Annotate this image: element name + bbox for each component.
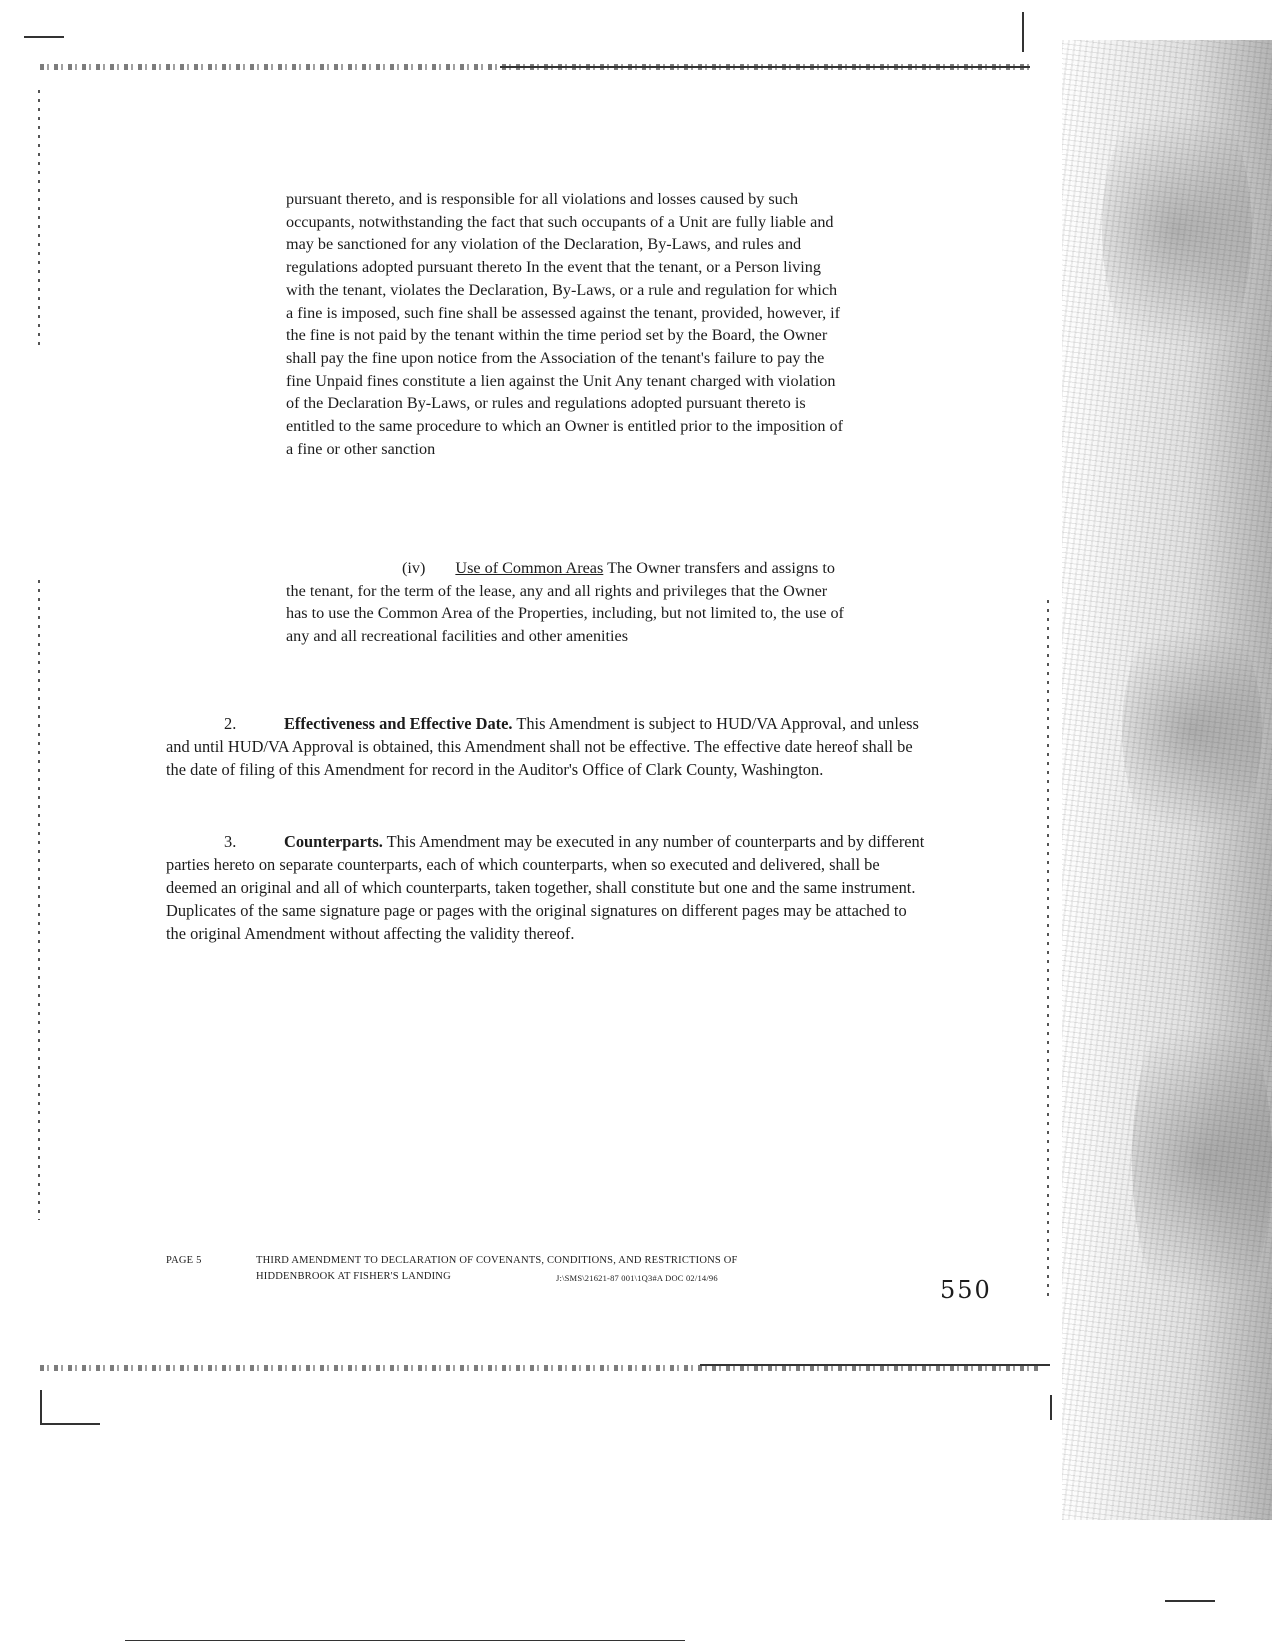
scan-left-ticks [38, 580, 40, 1220]
paragraph-heading: Counterparts. [284, 832, 383, 851]
footer-title-line2: HIDDENBROOK AT FISHER'S LANDING [256, 1271, 451, 1282]
continuation-text: pursuant thereto, and is responsible for all violations and losses caused by such occupants, notwithstanding the fact that such occupants of a Unit are fully liable and may be sanctioned for any violation of the Declaration, By-Laws, and rules and regulations adopted pursuant thereto In the event that the tenant, or a Person living with the tenant, violates the Declaration, By-Laws, or a rule and regulation for which a fine is imposed, such fine shall be assessed against the tenant, provided, however, if the fine is not paid by the tenant within the time period set by the Board, the Owner shall pay the fine upon notice from the Association of the tenant's failure to pay the fine Unpaid fines constitute a lien against the Unit Any tenant charged with violation of the Declaration By-Laws, or rules and regulations adopted pursuant thereto is entitled to the same procedure to which an Owner is entitled prior to the imposition of a fine or other sanction [286, 190, 843, 458]
paragraph-effectiveness [166, 712, 926, 781]
subsection-text: The Owner transfers and assigns to the tenant, for the term of the lease, any and all rights and privileges that the Owner has to use the Common Area of the Properties, including, but not limited to, the use of any and all recreational facilities and other amenities [286, 559, 844, 646]
scan-left-ticks [38, 90, 40, 350]
paragraph-number: 2. [224, 714, 237, 733]
paragraph-counterparts [166, 830, 926, 945]
subsection-number: (iv) [402, 559, 426, 577]
subsection-iv [286, 557, 846, 648]
subsection-title: Use of Common Areas [455, 559, 604, 577]
scan-corner-mark [1050, 1395, 1052, 1420]
page-number-label: PAGE 5 [166, 1255, 202, 1266]
scan-top-rule [500, 66, 1030, 68]
scan-corner-mark [1165, 1600, 1215, 1602]
paragraph-heading: Effectiveness and Effective Date. [284, 714, 513, 733]
footer-title-line1: THIRD AMENDMENT TO DECLARATION OF COVENANTS, CONDITIONS, AND RESTRICTIONS OF [256, 1255, 738, 1266]
scan-page-edge [125, 1640, 685, 1641]
paragraph-number: 3. [224, 832, 237, 851]
scan-bottom-rule [700, 1364, 1050, 1366]
scan-corner-mark [24, 36, 64, 38]
recording-page-stamp: 550 [940, 1276, 992, 1304]
paragraph-text: This Amendment may be executed in any number of counterparts and by different parties hereto on separate counterparts, each of which counterparts, when so executed and delivered, shall be deemed an original and all of which counterparts, taken together, shall constitute but one and the same instrument. Duplicates of the same signature page or pages with the original signatures on different pages may be attached to the original Amendment without affecting the validity thereof. [166, 832, 925, 943]
scan-right-ticks [1047, 600, 1049, 1300]
paragraph-text: This Amendment is subject to HUD/VA Approval, and unless and until HUD/VA Approval is obtained, this Amendment shall not be effective. The effective date hereof shall be the date of filing of this Amendment for record in the Auditor's Office of Clark County, Washington. [166, 714, 919, 779]
subsection-continuation [286, 188, 846, 460]
footer-document-id: J:\SMS\21621-87 001\1Q3#A DOC 02/14/96 [556, 1273, 718, 1283]
scan-corner-mark [40, 1390, 42, 1425]
scan-corner-mark [1022, 12, 1024, 52]
scan-edge-noise [1062, 40, 1272, 1520]
scan-corner-mark [40, 1423, 100, 1425]
